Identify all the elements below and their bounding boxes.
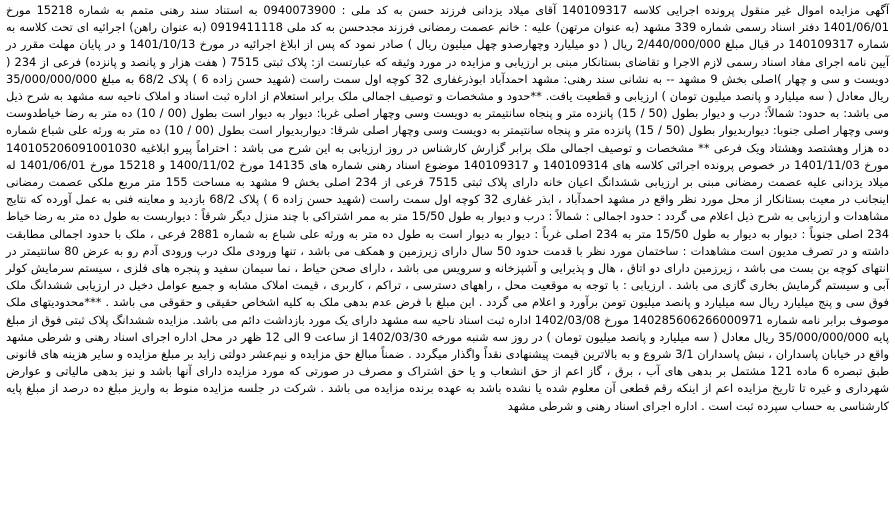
notice-body-text: آگهی مزایده اموال غیر منقول پرونده اجرایی کلاسه 140109317 آقای میلاد یزدانی فرزند حسن به کد ملی : 0940073900 به استناد سند رهنی متمم به شماره 15218 مورخ 1401/06/01 دفتر اسناد رسمی شماره 339 مشهد (به عنوان مرتهن) علیه : خانم عصمت رمضانی فرزند مجدحسن به کد ملی 0919411118 (به عنوان راهن) اجرائیه ای تحت کلاسه به شماره 140109317 در قبال مبلغ 2/440/000/000 ریال ( دو میلیارد وچهارصدو چهل میلیون ریال ) صادر نمود که پس از ابلاغ اجرائیه در مورخ 1401/10/13 و در پایان مهلت مقرر در آیین نامه اجرای مفاد اسناد رسمی لازم الاجرا و تقاضای بستانکار مبنی بر ارزیابی و مزایده در مورد وثیقه که عبارتست از: پلاک ثبتی 7515 ( هفت هزار و پانصد و پانزده) فرعی از 234 ( دویست و سی و چهار )اصلی بخش 9 مشهد -- به نشانی سند رهنی: مشهد احمدآباد ابوذرغفاری 32 کوچه اول سمت راست (شهید حسن زاده 6 ) پلاک 68/2 به مبلغ 35/000/000/000 ریال معادل ( سه میلیارد و پانصد میلیون تومان ) ارزیابی و قطعیت یافت. **حدود و مشخصات و توصیف اجمالی ملک برابر استعلام از اداره ثبت اسناد و املاک ناحیه سه مشهد به شرح ذیل می باشد: به حدود: شمالاً: درب و دیوار بطول (50 / 15) پانزده متر و پنجاه سانتیمتر به دویست وسی وچهار اصلی غربا: دیوار به دیوار است بطول (00 / 10) ده متر به رضا خیاطدوست وسی وچهار اصلی جنوبا: دیواربدیوار بطول (50 / 15) پانزده متر و پنجاه سانتیمتر به دویست وسی وچهار اصلی شرقا: دیواربدیوار است بطول (00 / 10) ده متر به ورثه علی شباع شماره ده هزار وهشتصد وهشتاد ویک فرعی ** مشخصات و توصیف اجمالی ملک برابر گزارش کارشناس در روز ارزیابی به این شرح می باشد : احتراماً پیرو ابلاغیه 140105206091001030 مورخ 1401/11/03 در خصوص پرونده اجرائی کلاسه های 140109314 و 140109317 موضوع اسناد رهنی شماره های 14135 مورخ 1400/11/02 و 15218 مورخ 1401/06/01 له میلاد یزدانی علیه عصمت رمضانی مبنی بر ارزیابی ششدانگ اعیان خانه دارای پلاک ثبتی 7515 فرعی از 234 اصلی بخش 9 مشهد به مساحت 155 متر مربع ملکی عصمت رمضانی اینجانب در معیت بستانکار از محل مورد نظر واقع در مشهد احمدآباد ، ابذر غفاری 32 کوچه اول سمت راست (شهید حسن زاده 6 ) پلاک 68/2 بازدید و معاینه فنی به عمل آورده که نتایج مشاهدات و ارزیابی به شرح ذیل اعلام می گردد : حدود اجمالی : شمالاً : درب و دیوار به طول 15/50 متر به ممر اشتراکی با چند منزل دیگر شرقاً : دیواربست به طول ده متر به رضا خیاط 234 اصلی جنوباً : دیوار به دیوار به طول 15/50 متر به 234 اصلی غرباً : دیوار به دیوار است به طول ده متر به ورثه علی شباع به شماره 2881 فرعی ، ملک با حدود اجمالی مطابقت داشته و در تصرف مدیون است مشاهدات : ساختمان مورد نظر با قدمت حدود 50 سال دارای زیرزمین و همکف می باشد ، تنها ورودی ملک درب ورودی آدم رو به عرض 80 سانتیمتر در انتهای کوچه بن بست می باشد ، زیرزمین دارای دو اتاق ، هال و پذیرایی و آشپزخانه و سرویس می باشد ، دارای صحن حیاط ، نما سیمان سفید و پنجره های فلزی ، سیستم سرمایش کولر آبی و سیستم گرمایش بخاری گازی می باشد . ارزیابی : با توجه به موقعیت محل ، راههای دسترسی ، تراکم ، کاربری ، قیمت املاک مشابه و جمیع عوامل دخیل در ارزیابی ششدانگ ملک فوق سی و پنج میلیارد ریال سه میلیارد و پانصد میلیون تومن برآورد و اعلام می گردد . این مبلغ با فرض عدم بدهی ملک به کلیه اشخاص حقیقی و حقوقی می باشد . ***محدودیتهای ملک موصوف برابر نامه شماره 140285606266000971 مورخ 1402/03/08 اداره ثبت اسناد ناحیه سه مشهد دارای یک مورد بازداشت دائم می باشد. مزایده ششدانگ پلاک ثبتی فوق از مبلغ پایه 35/000/000/000 ریال معادل ( سه میلیارد و پانصد میلیون تومان ) در روز سه شنبه مورخه 1402/03/30 از ساعت 9 الی 12 ظهر در محل اداره اجرای اسناد رهنی و شرطی مشهد واقع در خیابان پاسداران ، نبش پاسداران 3/1 شروع و به بالاترین قیمت پیشنهادی نقداً واگذار میگردد . ضمناً مبالغ حق مزایده و نیم‌عشر دولتی زاید بر مبلغ مزایده و سایر هزینه های قانونی طبق تبصره 6 ماده 121 مشتمل بر بدهی های آب ، برق ، گاز اعم از حق انشعاب و یا حق اشتراک و مصرف در صورتی که مورد مزایده دارای آنها باشد و نیز بدهی مالیاتی و عوارض شهرداری و غیره تا تاریخ مزایده اعم از اینکه رقم قطعی آن معلوم شده یا نشده باشد به عهده برنده مزایده می باشد . شرکت در جلسه مزایده منوط به واریز مبلغ ده درصد از مبلغ پایه کارشناسی به حساب سپرده ثبت است . اداره اجرای اسناد رهنی و شرطی مشهد bbox=[6, 3, 890, 413]
